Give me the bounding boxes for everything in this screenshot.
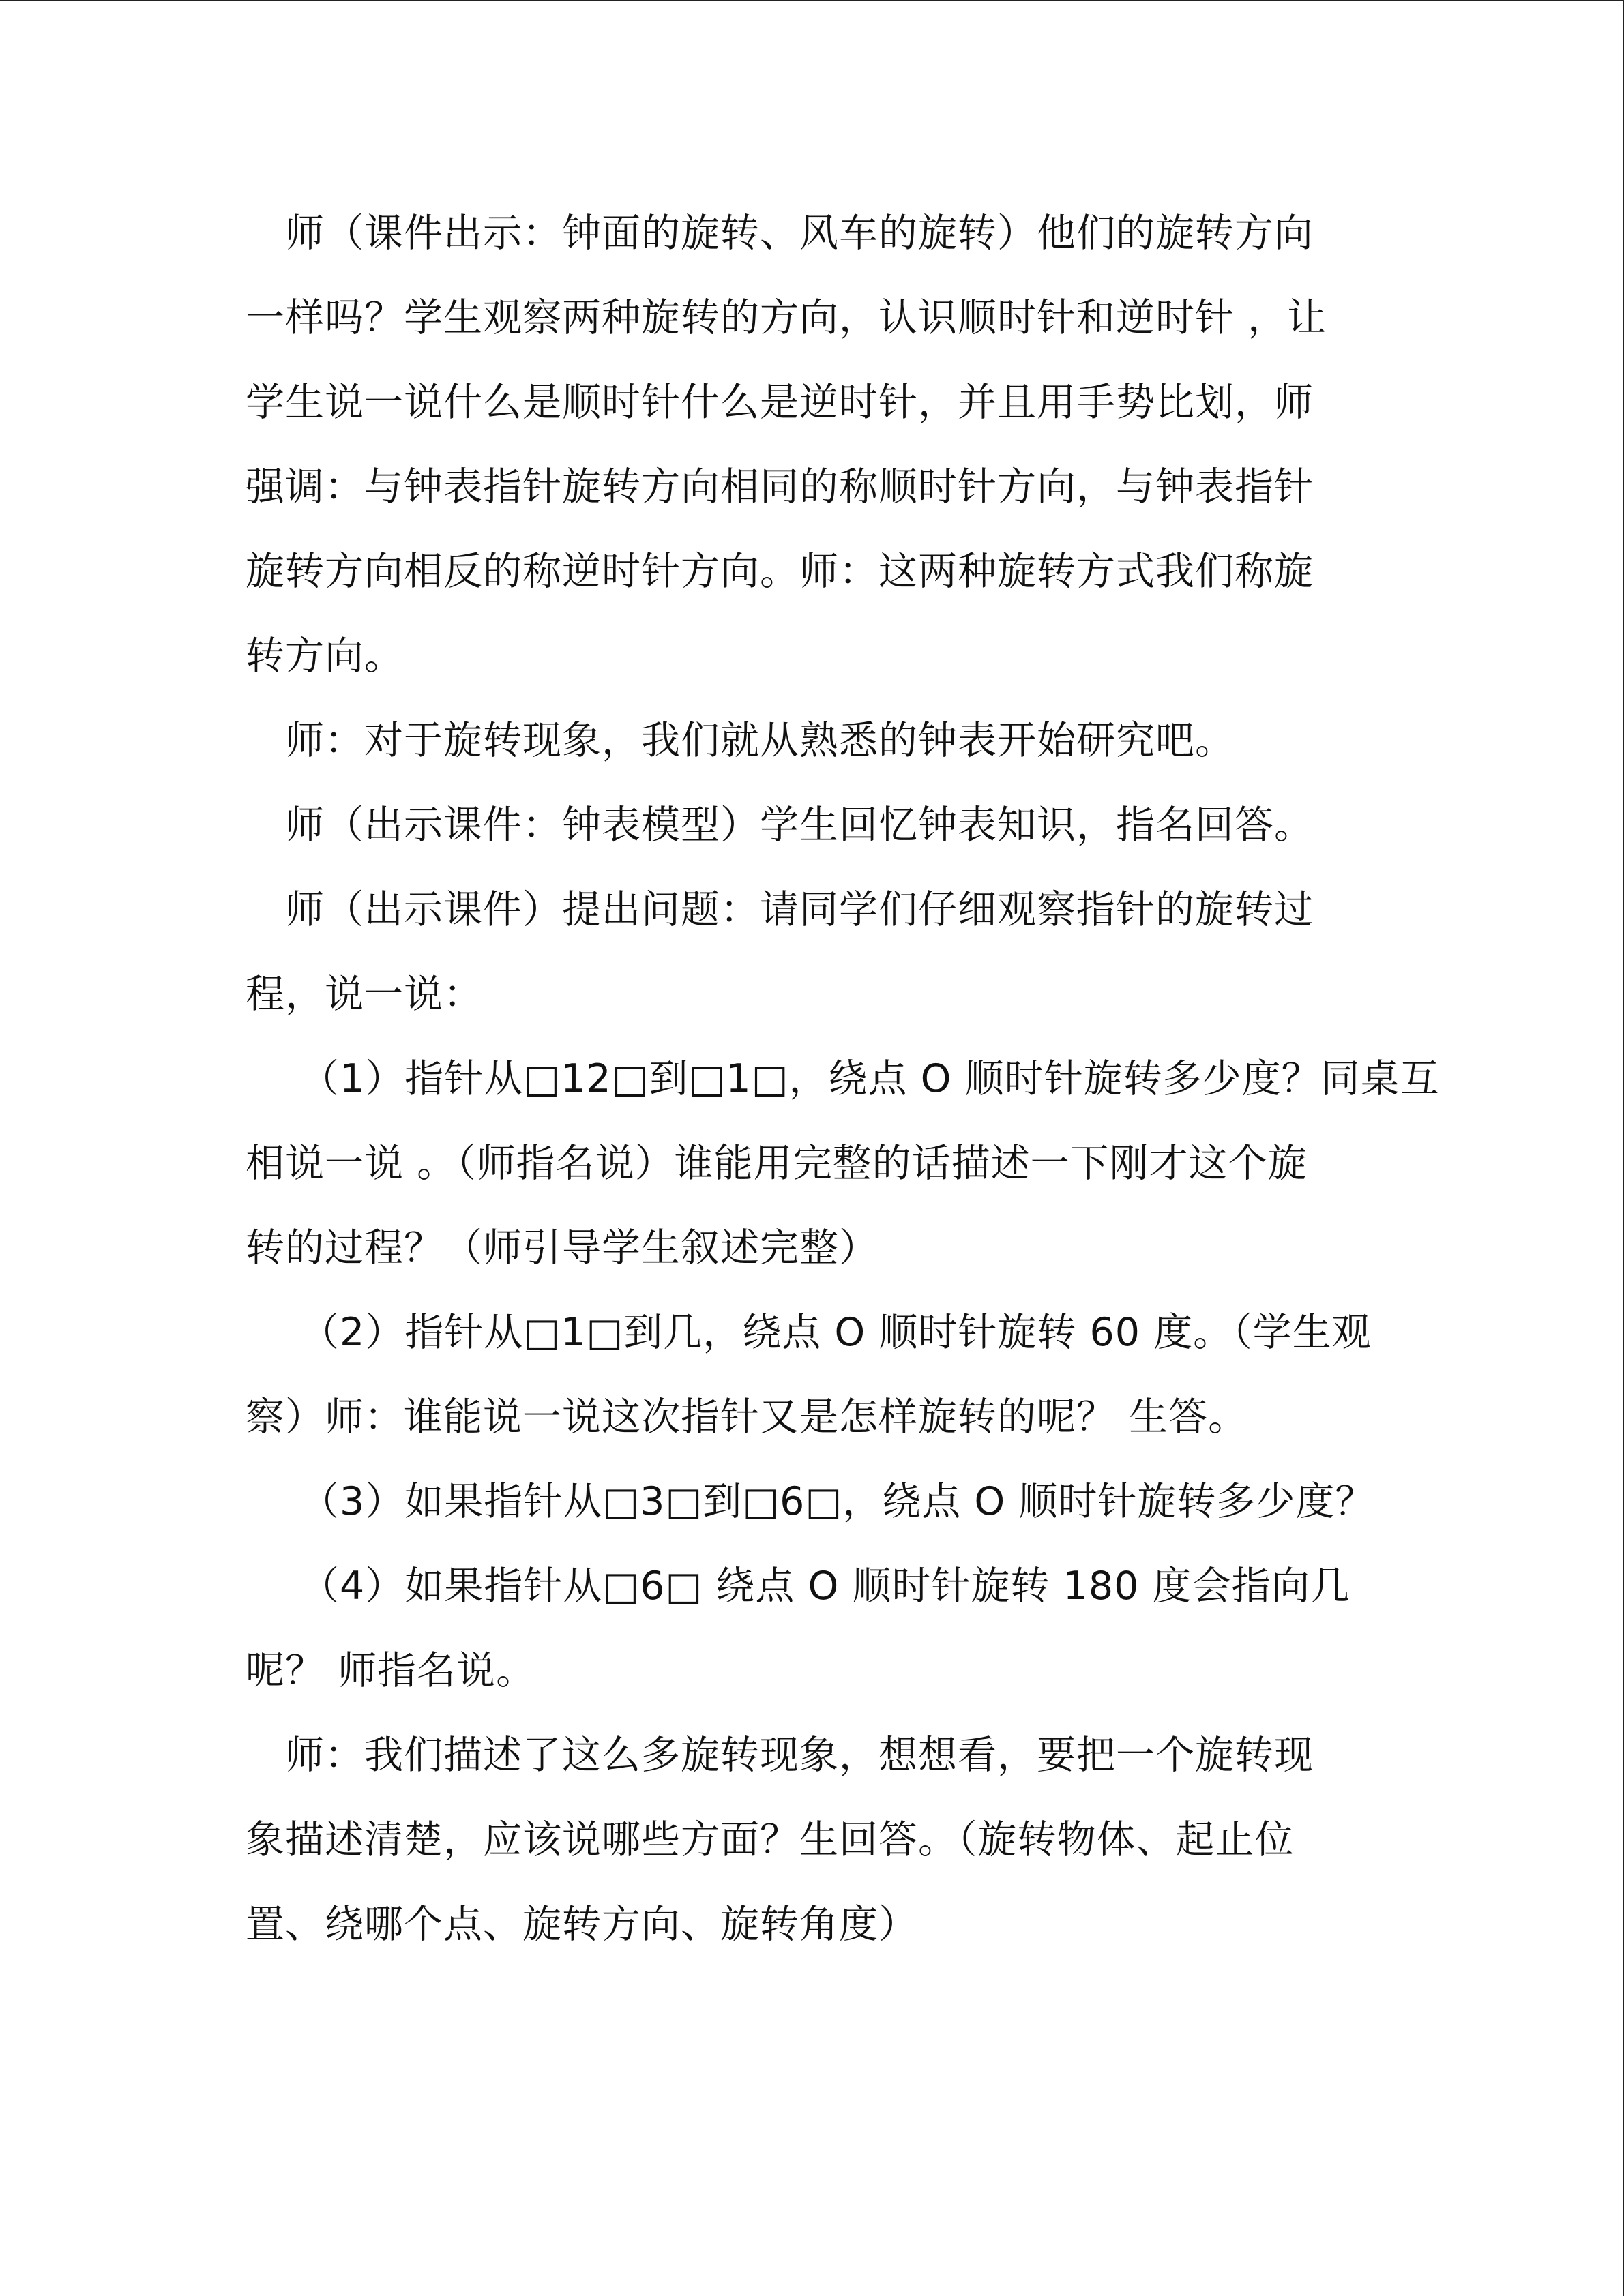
- paragraph: [246, 1290, 1378, 1459]
- paragraph: [246, 1544, 1378, 1713]
- text-line: 师（课件出示：钟面的旋转、风车的旋转）他们的旋转方向: [285, 211, 1314, 256]
- paragraph: [246, 783, 1378, 867]
- text-line: 学生说一说什么是顺时针什么是逆时针，并且用手势比划，师: [246, 380, 1314, 425]
- paragraph: [246, 1037, 1440, 1290]
- paragraph: [246, 1459, 1378, 1544]
- paragraph: [246, 191, 1378, 698]
- text-line: 转方向。: [246, 633, 404, 679]
- paragraph: [246, 698, 1378, 783]
- text-line: （1）指针从□12□到□1□，绕点 O 顺时针旋转多少度？同桌互: [300, 1056, 1440, 1101]
- paragraph: [246, 1713, 1378, 1967]
- text-line: 旋转方向相反的称逆时针方向。师：这两种旋转方式我们称旋: [246, 549, 1314, 594]
- text-line: 师：我们描述了这么多旋转现象，想想看，要把一个旋转现: [285, 1733, 1314, 1778]
- text-line: 象描述清楚，应该说哪些方面？生回答。（旋转物体、起止位: [246, 1817, 1295, 1862]
- text-line: 相说一说 。（师指名说）谁能用完整的话描述一下刚才这个旋: [246, 1141, 1308, 1186]
- text-line: 师（出示课件）提出问题：请同学们仔细观察指针的旋转过: [285, 887, 1314, 932]
- text-line: （3）如果指针从□3□到□6□，绕点 O 顺时针旋转多少度？: [300, 1479, 1375, 1524]
- document-body: [246, 191, 1440, 1967]
- text-line: 师：对于旋转现象，我们就从熟悉的钟表开始研究吧。: [285, 718, 1235, 763]
- text-line: 置、绕哪个点、旋转方向、旋转角度）: [246, 1902, 918, 1947]
- text-line: （2）指针从□1□到几，绕点 O 顺时针旋转 60 度。（学生观: [300, 1310, 1372, 1355]
- text-line: 强调：与钟表指针旋转方向相同的称顺时针方向，与钟表指针: [246, 464, 1314, 509]
- text-line: 一样吗？学生观察两种旋转的方向，认识顺时针和逆时针 ，让: [246, 295, 1327, 340]
- text-line: （4）如果指针从□6□ 绕点 O 顺时针旋转 180 度会指向几: [300, 1564, 1350, 1609]
- text-line: 程，说一说：: [246, 972, 483, 1017]
- text-line: 呢？ 师指名说。: [246, 1648, 536, 1693]
- text-line: 师（出示课件：钟表模型）学生回忆钟表知识，指名回答。: [285, 803, 1314, 848]
- paragraph: [246, 867, 1378, 1037]
- text-line: 转的过程？（师引导学生叙述完整）: [246, 1225, 879, 1270]
- text-line: 察）师：谁能说一说这次指针又是怎样旋转的呢？ 生答。: [246, 1395, 1248, 1440]
